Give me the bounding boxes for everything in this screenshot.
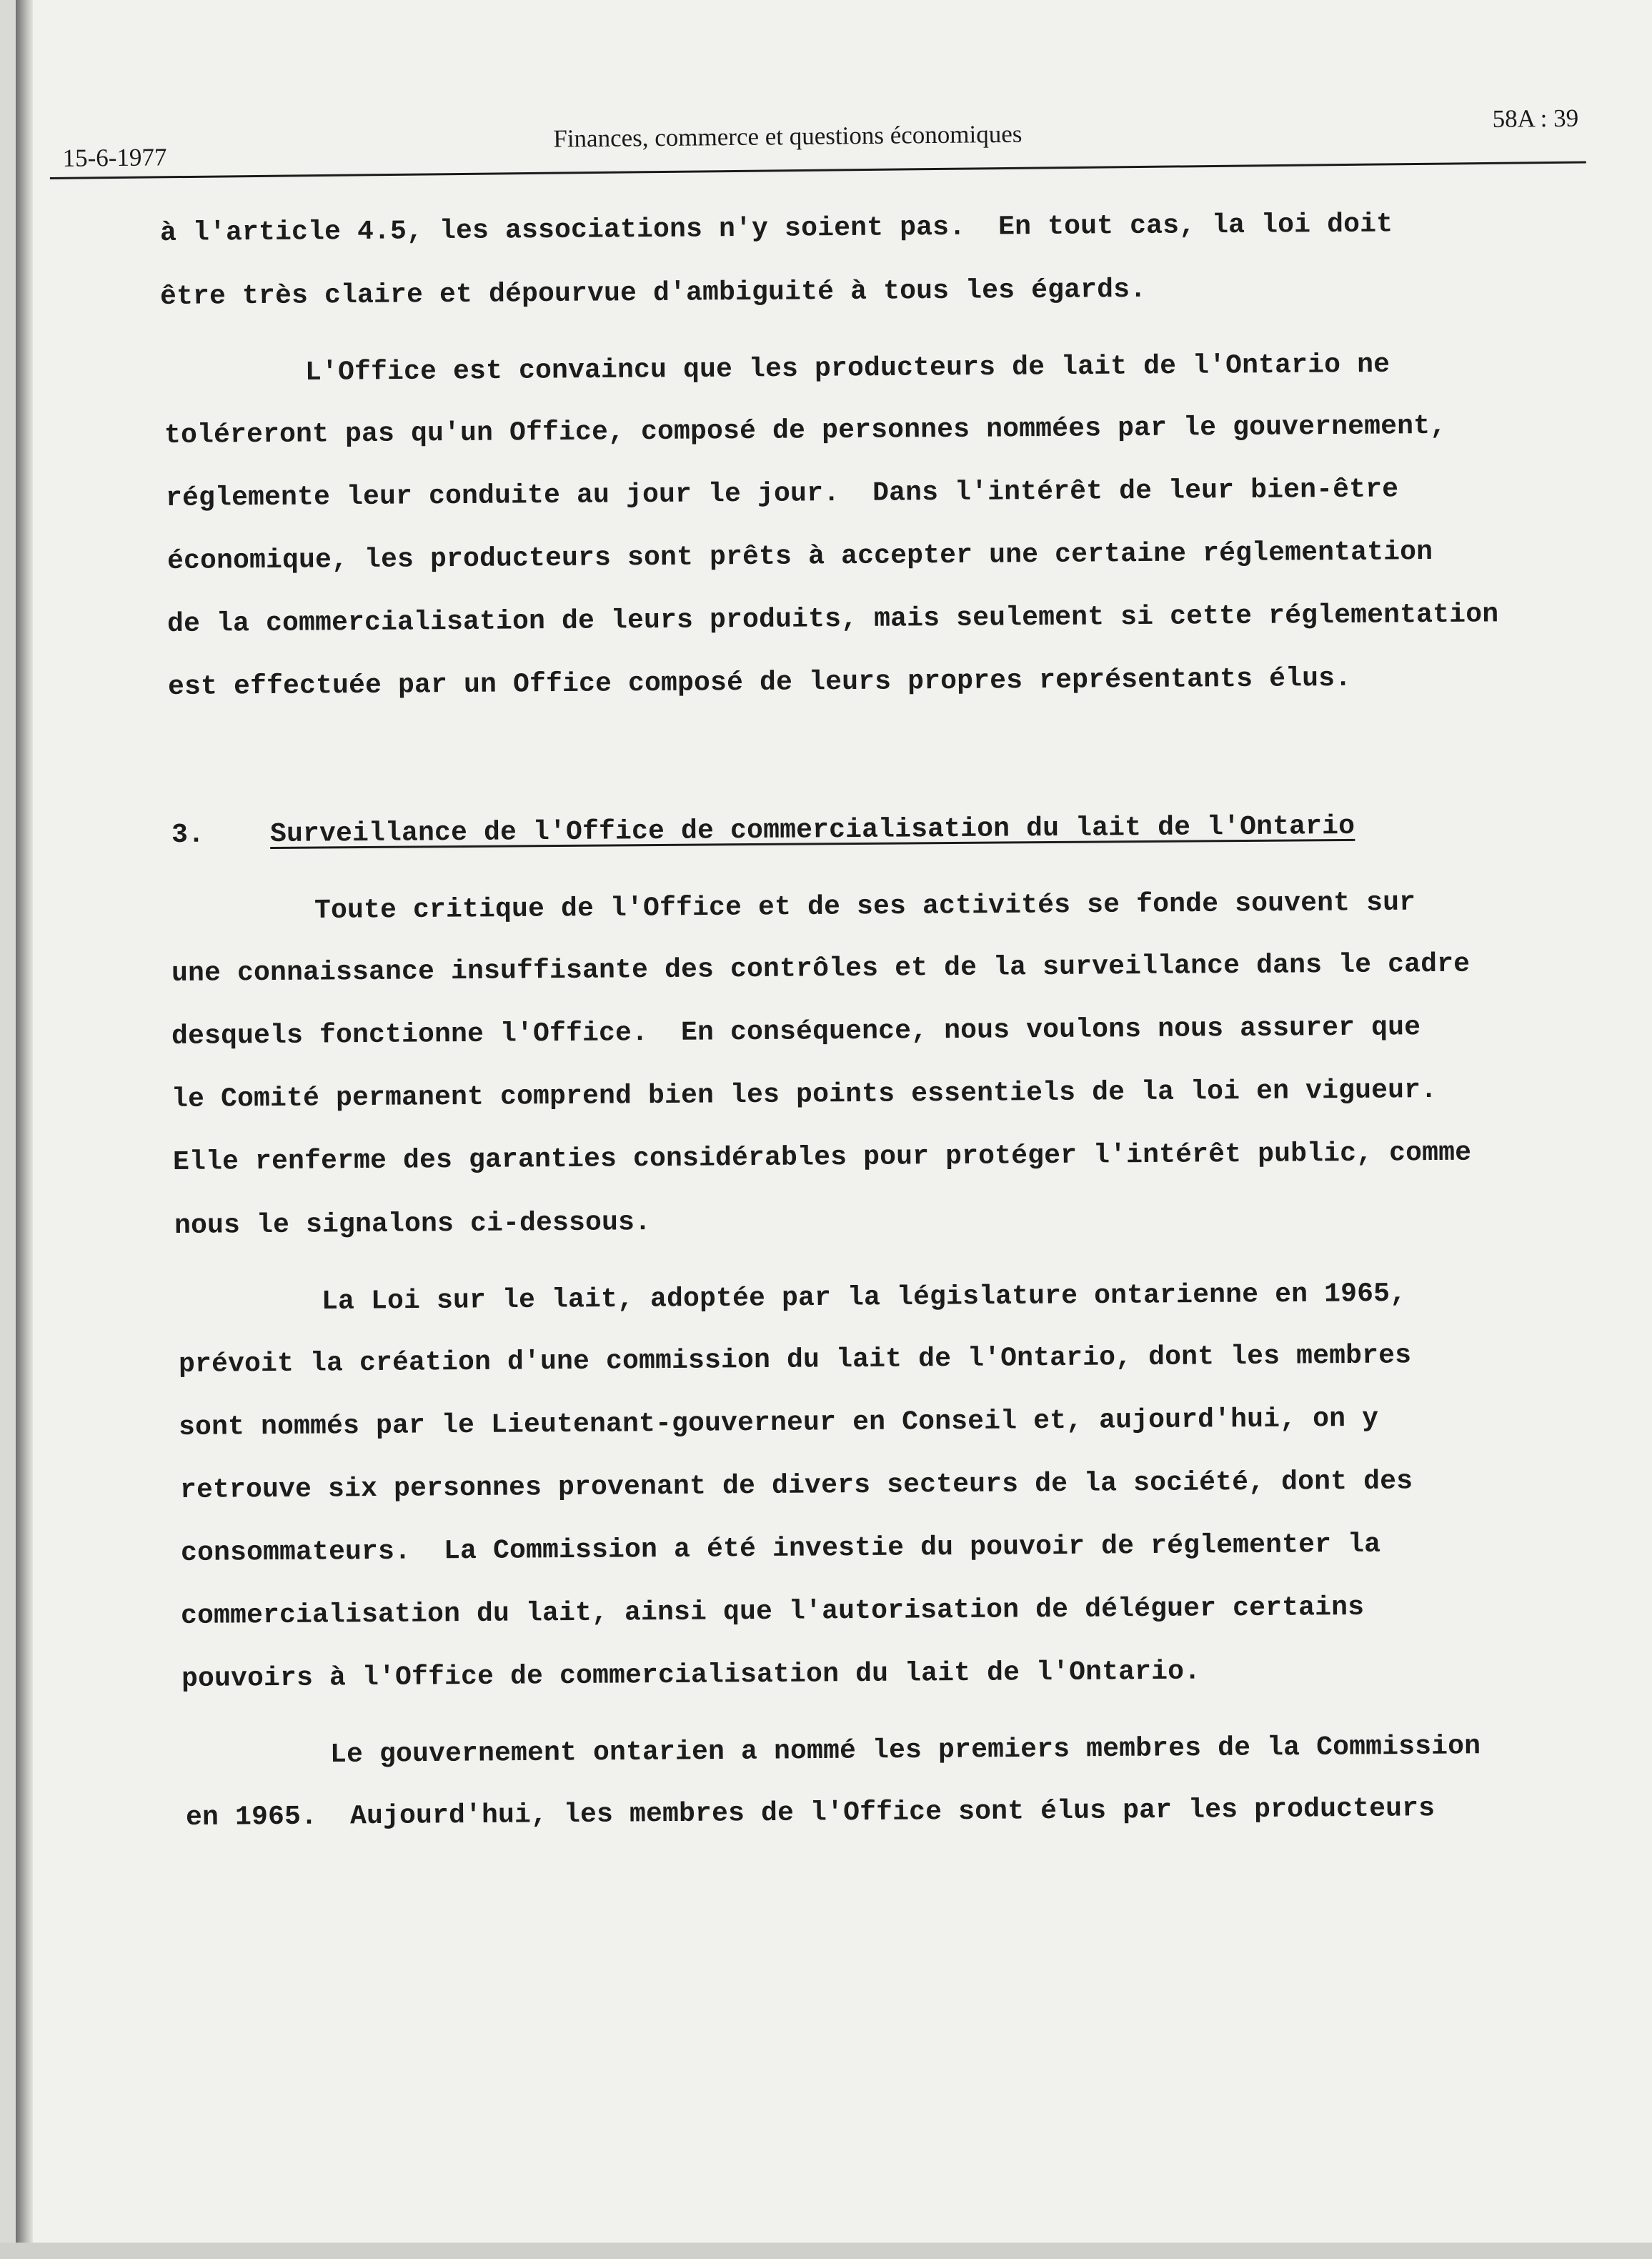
text-line: La Loi sur le lait, adoptée par la législature ontarienne en 1965, <box>321 1278 1407 1317</box>
text-line: consommateurs. La Commission a été investie du pouvoir de réglementer la <box>180 1529 1381 1569</box>
document-body <box>16 0 1652 2259</box>
section-title: Surveillance de l'Office de commercialisation du lait de l'Ontario <box>269 810 1355 850</box>
text-line: Le gouvernement ontarien a nommé les premiers membres de la Commission <box>329 1731 1481 1770</box>
text-line: est effectuée par un Office composé de leurs propres représentants élus. <box>167 662 1352 702</box>
text-line: nous le signalons ci-dessous. <box>174 1207 652 1241</box>
text-line: le Comité permanent comprend bien les points essentiels de la loi en vigueur. <box>171 1075 1438 1115</box>
text-line: desquels fonctionne l'Office. En conséquence, nous voulons nous assurer que <box>171 1012 1421 1052</box>
text-line: retrouve six personnes provenant de divers secteurs de la société, dont des <box>179 1466 1413 1506</box>
text-line: pouvoirs à l'Office de commercialisation du lait de l'Ontario. <box>181 1656 1201 1694</box>
text-line: toléreront pas qu'un Office, composé de personnes nommées par le gouvernement, <box>164 410 1447 451</box>
header-date: 15-6-1977 <box>62 143 167 172</box>
text-line: sont nommés par le Lieutenant-gouverneur en Conseil et, aujourd'hui, on y <box>178 1403 1379 1443</box>
text-line: en 1965. Aujourd'hui, les membres de l'Office sont élus par les producteurs <box>185 1793 1435 1833</box>
scan-bottom-edge <box>0 2243 1652 2259</box>
text-line: commercialisation du lait, ainsi que l'autorisation de déléguer certains <box>180 1592 1365 1632</box>
text-line: une connaissance insuffisante des contrôles et de la surveillance dans le cadre <box>171 948 1471 989</box>
text-line: L'Office est convaincu que les producteurs de lait de l'Ontario ne <box>304 349 1390 388</box>
text-line: réglemente leur conduite au jour le jour. Dans l'intérêt de leur bien-être <box>165 474 1399 514</box>
text-line: économique, les producteurs sont prêts à accepter une certaine réglementation <box>166 537 1433 577</box>
text-line: être très claire et dépourvue d'ambiguité à tous les égards. <box>159 274 1147 312</box>
text-line: de la commercialisation de leurs produits, mais seulement si cette réglementation <box>166 599 1499 640</box>
text-line: Toute critique de l'Office et de ses activités se fonde souvent sur <box>314 887 1416 926</box>
text-line: prévoit la création d'une commission du lait de l'Ontario, dont les membres <box>178 1340 1412 1380</box>
document-page <box>16 0 1652 2259</box>
section-heading <box>171 811 1355 850</box>
header-page-number: 58A : 39 <box>1492 104 1579 133</box>
header-title: Finances, commerce et questions économiques <box>553 119 1022 153</box>
text-line: Elle renferme des garanties considérables pour protéger l'intérêt public, comme <box>172 1137 1472 1178</box>
text-line: à l'article 4.5, les associations n'y soient pas. En tout cas, la loi doit <box>159 209 1393 249</box>
section-number: 3. <box>171 819 205 850</box>
